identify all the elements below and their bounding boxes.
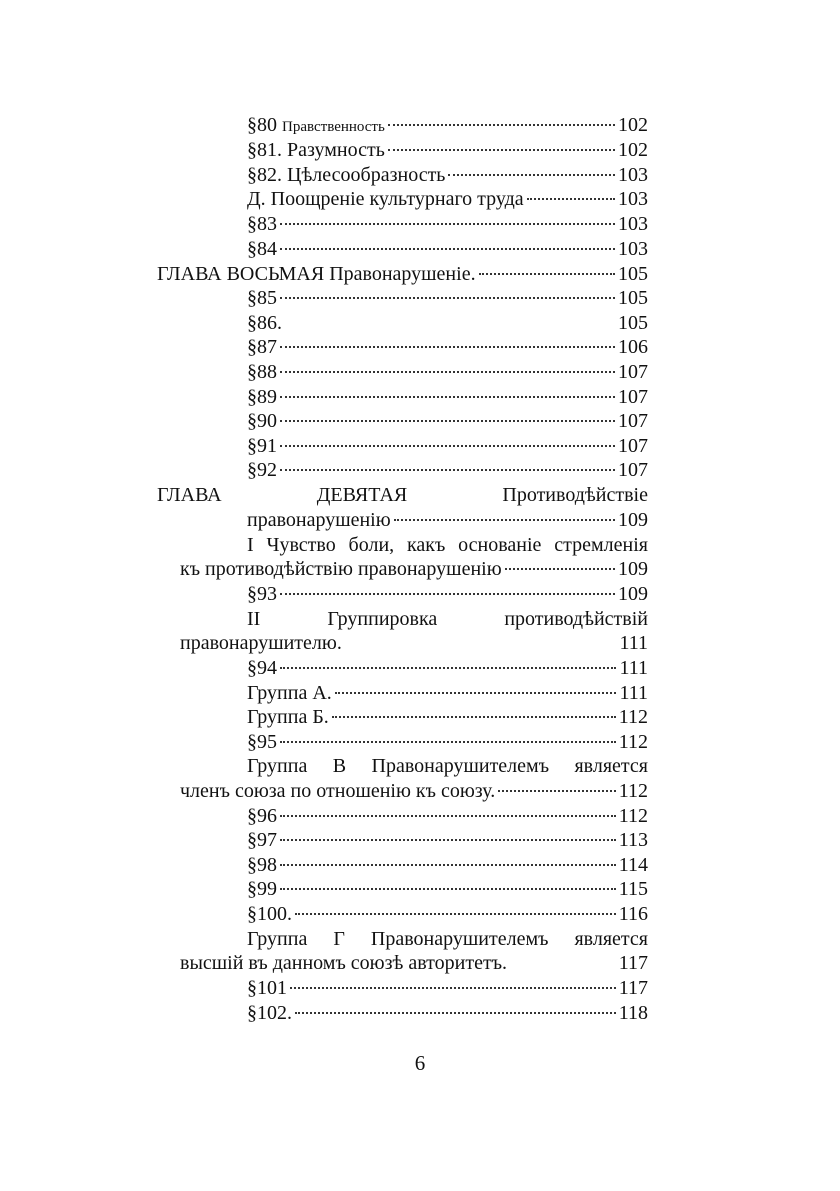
toc-entry xyxy=(247,975,648,1001)
toc-entry-page: 103 xyxy=(618,188,648,210)
toc-entry-page: 112 xyxy=(618,731,648,753)
toc-entry-label: §81. Разумность xyxy=(247,139,385,161)
justified-word: стремленія xyxy=(554,534,648,556)
dot-leader xyxy=(510,962,616,964)
toc-entry-label: Д. Поощреніе культурнаго труда xyxy=(247,188,524,210)
toc-entry xyxy=(247,334,648,360)
toc-entry-label: §85 xyxy=(247,287,277,309)
dot-leader xyxy=(280,815,616,817)
toc-entry-page: 106 xyxy=(618,336,648,358)
dot-leader xyxy=(280,839,616,841)
toc-entry-page: 103 xyxy=(618,164,648,186)
toc-entry xyxy=(247,1000,648,1026)
toc-entry-label: §94 xyxy=(247,657,277,679)
justified-word: Правонарушителемъ xyxy=(371,755,550,777)
toc-entry-label: высшій въ данномъ союзѣ авторитетъ. xyxy=(180,952,508,974)
toc-entry-label: §93 xyxy=(247,583,277,605)
toc-entry-label: §91 xyxy=(247,435,277,457)
toc-entry-label: правонарушителю. xyxy=(180,632,342,654)
toc-entry xyxy=(247,433,648,459)
toc-entry xyxy=(247,507,648,533)
toc-entry-page: 102 xyxy=(618,139,648,161)
toc-entry-page: 105 xyxy=(618,312,648,334)
toc-entry-label: Группа Б. xyxy=(247,706,329,728)
dot-leader xyxy=(280,469,615,471)
toc-entry-page: 111 xyxy=(619,632,648,654)
toc-entry-page: 112 xyxy=(618,780,648,802)
justified-word: Чувство xyxy=(266,534,336,556)
toc-entry-page: 107 xyxy=(618,410,648,432)
toc-entry xyxy=(180,950,648,976)
justified-word: боли, xyxy=(348,534,395,556)
toc-entry xyxy=(247,186,648,212)
justified-word: ДЕВЯТАЯ xyxy=(316,484,408,506)
dot-leader xyxy=(280,371,615,373)
justified-word: Группа xyxy=(247,928,308,950)
justified-word: I xyxy=(247,534,254,556)
toc-entry xyxy=(247,162,648,188)
toc-entry xyxy=(247,112,648,138)
justified-word: Противодѣйствіе xyxy=(502,484,648,506)
toc-entry xyxy=(247,876,648,902)
toc-entry xyxy=(247,655,648,681)
toc-entry xyxy=(247,704,648,730)
toc-entry-page: 109 xyxy=(618,583,648,605)
dot-leader xyxy=(280,297,615,299)
toc-entry-label: §87 xyxy=(247,336,277,358)
dot-leader xyxy=(479,273,615,275)
toc-entry-label: §97 xyxy=(247,829,277,851)
toc-entry-page: 111 xyxy=(619,682,648,704)
toc-entry xyxy=(247,680,648,706)
toc-entry-page: 107 xyxy=(618,386,648,408)
dot-leader xyxy=(280,888,616,890)
toc-entry xyxy=(247,236,648,262)
dot-leader xyxy=(280,420,615,422)
toc-entry xyxy=(247,211,648,237)
dot-leader xyxy=(280,248,615,250)
dot-leader xyxy=(332,716,616,718)
justified-word: Правонарушителемъ xyxy=(370,928,549,950)
dot-leader xyxy=(280,593,615,595)
justified-word: противодѣйствій xyxy=(504,608,648,630)
dot-leader xyxy=(527,198,615,200)
justified-word: основаніе xyxy=(458,534,542,556)
toc-entry xyxy=(247,457,648,483)
toc-entry-label: правонарушенію xyxy=(247,509,391,531)
toc-entry-page: 115 xyxy=(618,878,648,900)
toc-entry-label: §92 xyxy=(247,459,277,481)
section-heading-line xyxy=(247,753,648,779)
section-heading-line xyxy=(247,532,648,558)
toc-entry-label: §100. xyxy=(247,903,292,925)
toc-entry-label: §95 xyxy=(247,731,277,753)
dot-leader xyxy=(295,913,616,915)
toc-entry-label: къ противодѣйствію правонарушенію xyxy=(180,558,502,580)
justified-word: является xyxy=(574,755,648,777)
dot-leader xyxy=(335,692,617,694)
toc-entry-page: 105 xyxy=(618,287,648,309)
toc-entry xyxy=(247,408,648,434)
justified-word: Группировка xyxy=(327,608,438,630)
toc-entry xyxy=(180,556,648,582)
toc-entry-page: 118 xyxy=(618,1002,648,1024)
toc-entry-label: §98 xyxy=(247,854,277,876)
chapter-heading xyxy=(157,261,648,287)
toc-entry-label: §84 xyxy=(247,238,277,260)
toc-entry xyxy=(247,729,648,755)
dot-leader xyxy=(388,124,615,126)
toc-entry xyxy=(247,901,648,927)
toc-entry-label xyxy=(247,112,385,140)
dot-leader xyxy=(280,741,616,743)
justified-word: какъ xyxy=(406,534,446,556)
toc-entry-page: 112 xyxy=(618,706,648,728)
toc-entry-page: 105 xyxy=(618,263,648,285)
toc-entry xyxy=(247,359,648,385)
dot-leader xyxy=(280,396,615,398)
section-heading-line xyxy=(247,926,648,952)
toc-entry xyxy=(180,630,648,656)
toc-entry-page: 109 xyxy=(618,509,648,531)
page-number: 6 xyxy=(414,1051,426,1075)
toc-entry xyxy=(247,852,648,878)
toc-entry-label: §90 xyxy=(247,410,277,432)
toc-entry xyxy=(247,310,648,336)
toc-entry-label: §86. xyxy=(247,312,282,334)
dot-leader xyxy=(280,667,616,669)
dot-leader xyxy=(498,790,615,792)
toc-entry-page: 102 xyxy=(618,114,648,136)
dot-leader xyxy=(280,346,615,348)
toc-entry-page: 117 xyxy=(618,952,648,974)
toc-entry-label: §102. xyxy=(247,1002,292,1024)
toc-entry-page: 116 xyxy=(618,903,648,925)
toc-entry xyxy=(247,285,648,311)
toc-entry-label: §82. Цѣлесообразность xyxy=(247,164,446,186)
section-number: §80 xyxy=(247,114,277,136)
toc-entry-label: §99 xyxy=(247,878,277,900)
toc-entry-label: §83 xyxy=(247,213,277,235)
dot-leader xyxy=(394,519,615,521)
dot-leader xyxy=(345,642,617,644)
justified-word: Г xyxy=(333,928,345,950)
toc-entry-label: членъ союза по отношенію къ союзу. xyxy=(180,780,496,802)
dot-leader xyxy=(280,864,616,866)
toc-entry-page: 107 xyxy=(618,435,648,457)
justified-word: является xyxy=(574,928,648,950)
dot-leader xyxy=(280,445,615,447)
dot-leader xyxy=(388,149,615,151)
dot-leader xyxy=(280,223,615,225)
toc-entry-page: 114 xyxy=(618,854,648,876)
dot-leader xyxy=(285,322,615,324)
toc-entry-label: Группа А. xyxy=(247,682,332,704)
section-title: Правственность xyxy=(282,119,385,135)
toc-entry-label: §88 xyxy=(247,361,277,383)
section-heading-line xyxy=(247,606,648,632)
toc-entry-label: §96 xyxy=(247,805,277,827)
dot-leader xyxy=(448,174,615,176)
toc-entry-page: 103 xyxy=(618,213,648,235)
toc-entry-page: 113 xyxy=(618,829,648,851)
dot-leader xyxy=(505,568,615,570)
chapter-heading-line xyxy=(157,482,648,508)
toc-entry xyxy=(247,137,648,163)
toc-entry-page: 112 xyxy=(618,805,648,827)
toc-entry-page: 107 xyxy=(618,459,648,481)
toc-entry-label: §89 xyxy=(247,386,277,408)
toc-entry xyxy=(180,778,648,804)
toc-entry xyxy=(247,384,648,410)
toc-entry xyxy=(247,827,648,853)
dot-leader xyxy=(290,987,616,989)
justified-word: Группа xyxy=(247,755,308,777)
toc-entry-page: 103 xyxy=(618,238,648,260)
toc-entry-label: ГЛАВА ВОСЬМАЯ Правонарушеніе. xyxy=(157,263,476,285)
justified-word: II xyxy=(247,608,261,630)
toc-entry xyxy=(247,581,648,607)
toc-entry-label: §101 xyxy=(247,977,287,999)
justified-word: ГЛАВА xyxy=(157,484,222,506)
dot-leader xyxy=(295,1012,616,1014)
toc-entry-page: 109 xyxy=(618,558,648,580)
toc-entry-page: 117 xyxy=(618,977,648,999)
toc-entry-page: 107 xyxy=(618,361,648,383)
toc-entry-page: 111 xyxy=(619,657,648,679)
justified-word: В xyxy=(332,755,347,777)
toc-entry xyxy=(247,803,648,829)
